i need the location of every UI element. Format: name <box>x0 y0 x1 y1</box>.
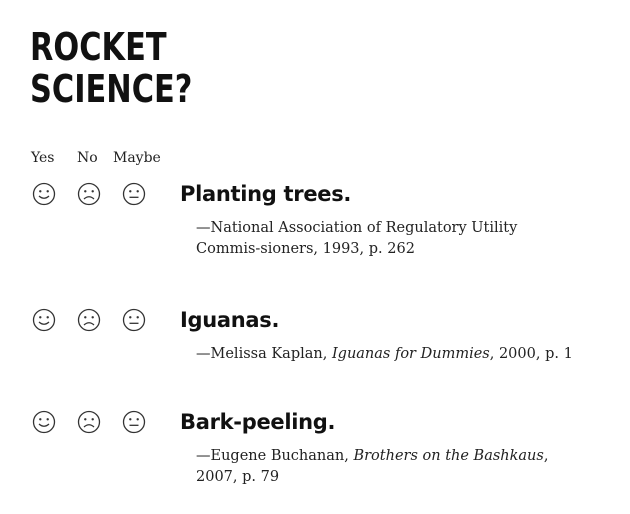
source-text: —Eugene Buchanan, <box>196 448 354 464</box>
entry-title: Bark-peeling. <box>180 410 336 434</box>
neutral-face-icon[interactable] <box>122 182 146 206</box>
entry-title: Iguanas. <box>180 308 280 332</box>
entry-title: Planting trees. <box>180 182 352 206</box>
source-work-title: Iguanas for Dummies <box>331 346 490 362</box>
column-header-yes: Yes <box>31 150 55 166</box>
entry-source <box>196 218 586 260</box>
page-title <box>30 26 192 110</box>
frowning-face-icon[interactable] <box>77 410 101 434</box>
source-text: —National Association of Regulatory Utility Commis-sioners, 1993, p. 262 <box>196 220 518 257</box>
neutral-face-icon[interactable] <box>122 308 146 332</box>
column-header-maybe: Maybe <box>113 150 161 166</box>
column-headers <box>0 150 200 170</box>
title-line-2: SCIENCE? <box>30 67 193 111</box>
rating-options <box>32 308 152 332</box>
source-detail: , 2007, p. 79 <box>196 448 549 485</box>
column-header-no: No <box>77 150 98 166</box>
frowning-face-icon[interactable] <box>77 182 101 206</box>
frowning-face-icon[interactable] <box>77 308 101 332</box>
title-line-1: ROCKET <box>30 25 167 69</box>
entry-source <box>196 446 586 488</box>
neutral-face-icon[interactable] <box>122 410 146 434</box>
entry-source <box>196 344 586 365</box>
rating-options <box>32 410 152 434</box>
source-work-title: Brothers on the Bashkaus <box>353 448 544 464</box>
smiley-face-icon[interactable] <box>32 410 56 434</box>
smiley-face-icon[interactable] <box>32 182 56 206</box>
source-text: —Melissa Kaplan, <box>196 346 332 362</box>
rating-options <box>32 182 152 206</box>
source-detail: , 2000, p. 1 <box>489 346 573 362</box>
smiley-face-icon[interactable] <box>32 308 56 332</box>
